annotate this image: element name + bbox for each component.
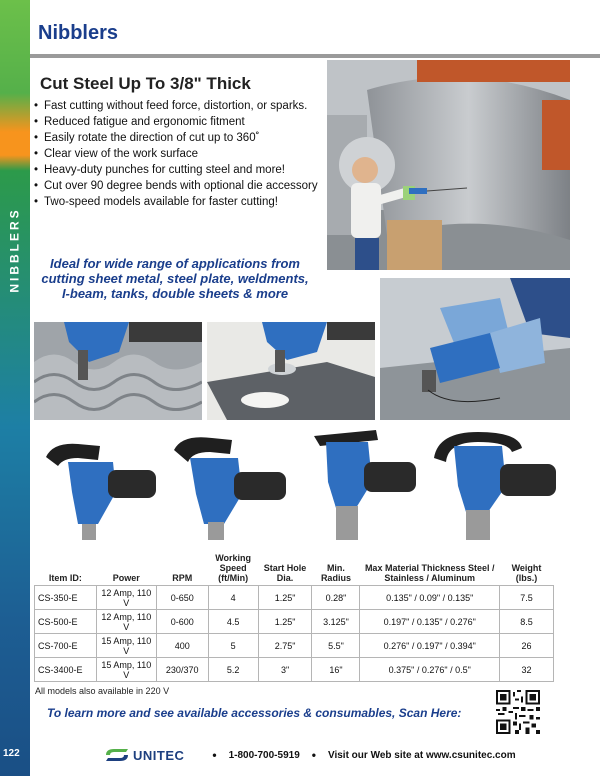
table-cell: 12 Amp, 110 V: [96, 586, 156, 610]
plate-circle-cutting-photo: [207, 322, 375, 420]
table-cell: 230/370: [156, 658, 208, 682]
table-cell: 1.25": [258, 586, 312, 610]
table-cell: 5.2: [208, 658, 258, 682]
column-header: Power: [112, 573, 140, 583]
table-cell: 3": [258, 658, 312, 682]
feature-item: • Fast cutting without feed force, distortion, or sparks.: [34, 100, 324, 113]
worker-cutting-tank-photo: [327, 60, 570, 270]
side-section-label: NIBBLERS: [8, 207, 22, 293]
table-cell: 3.125": [312, 610, 360, 634]
feature-item: • Clear view of the work surface: [34, 148, 324, 161]
feature-list: [34, 100, 324, 212]
table-header-row: [35, 551, 554, 586]
feature-item: • Two-speed models available for faster cutting!: [34, 196, 324, 209]
column-header: Start Hole Dia.: [263, 563, 307, 583]
unitec-logo: [104, 747, 184, 763]
feature-item: • Reduced fatigue and ergonomic fitment: [34, 116, 324, 129]
gloved-hands-operation-photo: [380, 278, 570, 420]
applications-callout: Ideal for wide range of applications from cutting sheet metal, steel plate, weldments, I-beam, tanks, double sheets & more: [41, 256, 309, 301]
table-cell: 0.375" / 0.276" / 0.5": [360, 658, 500, 682]
table-cell: CS-350-E: [35, 586, 97, 610]
table-cell: CS-3400-E: [35, 658, 97, 682]
column-header: Working Speed (ft/Min): [215, 553, 252, 583]
column-header: Max Material Thickness Steel / Stainless / Aluminum: [364, 563, 495, 583]
cs-3400-e-product-image: [428, 428, 558, 542]
table-cell: 8.5: [500, 610, 554, 634]
table-cell: 15 Amp, 110 V: [96, 658, 156, 682]
table-cell: 400: [156, 634, 208, 658]
column-header: Min. Radius: [320, 563, 351, 583]
table-cell: 0-600: [156, 610, 208, 634]
table-row: [35, 586, 554, 610]
page-title: Nibblers: [38, 22, 119, 44]
table-cell: 15 Amp, 110 V: [96, 634, 156, 658]
page-number: 122: [3, 748, 20, 759]
cs-500-e-product-image: [162, 432, 292, 542]
table-cell: 0-650: [156, 586, 208, 610]
table-cell: CS-500-E: [35, 610, 97, 634]
table-cell: 7.5: [500, 586, 554, 610]
voltage-note: All models also available in 220 V: [35, 686, 170, 696]
separator-dot: •: [212, 748, 217, 762]
table-cell: 4.5: [208, 610, 258, 634]
cs-700-e-product-image: [306, 428, 418, 542]
table-cell: 5: [208, 634, 258, 658]
table-cell: 0.197" / 0.135" / 0.276": [360, 610, 500, 634]
footer: [104, 744, 516, 766]
feature-item: • Easily rotate the direction of cut up to 360˚: [34, 132, 324, 145]
title-divider: [30, 54, 600, 58]
table-cell: 4: [208, 586, 258, 610]
separator-dot: •: [311, 748, 316, 762]
phone-number[interactable]: 1-800-700-5919: [228, 749, 300, 761]
side-color-bar: [0, 0, 30, 776]
table-cell: 0.28": [312, 586, 360, 610]
section-heading: Cut Steel Up To 3/8" Thick: [40, 74, 251, 93]
logo-text: UNITEC: [133, 747, 185, 763]
column-header: Weight (lbs.): [511, 563, 542, 583]
table-cell: CS-700-E: [35, 634, 97, 658]
table-cell: 26: [500, 634, 554, 658]
website-link[interactable]: Visit our Web site at www.csunitec.com: [327, 749, 516, 761]
column-header: RPM: [172, 573, 193, 583]
table-cell: 0.276" / 0.197" / 0.394": [360, 634, 500, 658]
table-cell: 2.75": [258, 634, 312, 658]
table-row: [35, 610, 554, 634]
table-row: [35, 658, 554, 682]
qr-code-icon[interactable]: [496, 690, 540, 734]
feature-item: • Heavy-duty punches for cutting steel and more!: [34, 164, 324, 177]
unitec-logo-icon: [104, 747, 130, 763]
corrugated-sheet-cutting-photo: [34, 322, 202, 420]
table-cell: 5.5": [312, 634, 360, 658]
table-row: [35, 634, 554, 658]
cs-350-e-product-image: [38, 432, 158, 542]
scan-prompt: To learn more and see available accessories & consumables, Scan Here:: [47, 706, 462, 720]
table-cell: 1.25": [258, 610, 312, 634]
specifications-table: [34, 551, 554, 682]
table-cell: 32: [500, 658, 554, 682]
table-cell: 12 Amp, 110 V: [96, 610, 156, 634]
table-cell: 16": [312, 658, 360, 682]
table-cell: 0.135" / 0.09" / 0.135": [360, 586, 500, 610]
feature-item: • Cut over 90 degree bends with optional die accessory: [34, 180, 324, 193]
column-header: Item ID:: [48, 573, 82, 583]
